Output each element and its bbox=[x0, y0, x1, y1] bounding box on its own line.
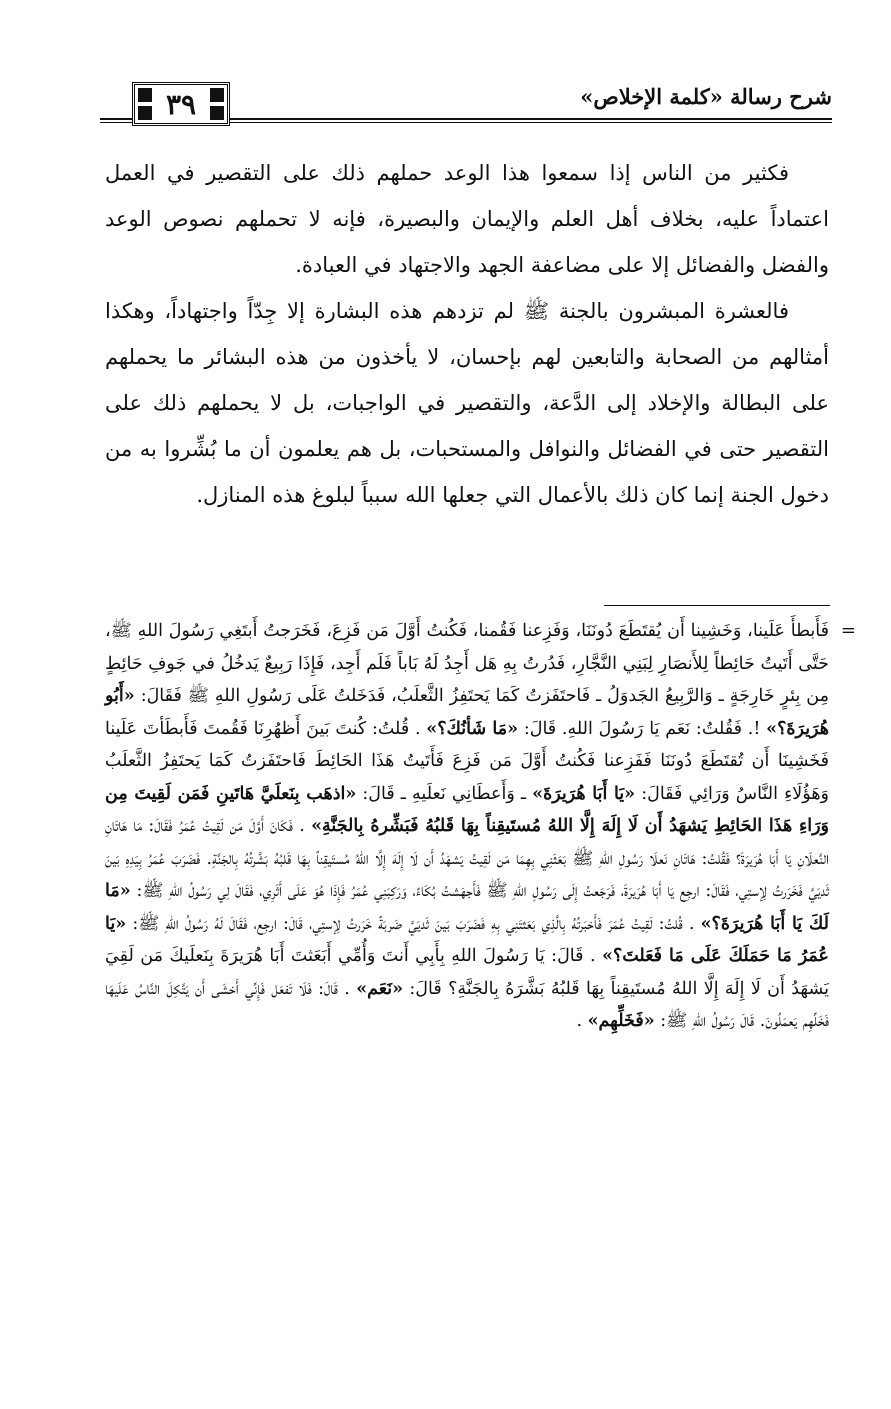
footnote-bold-quote: «يَا أَبَا هُرَيرَةَ» bbox=[532, 783, 636, 804]
header-rule bbox=[100, 122, 132, 123]
footnote-text: فَأَبطأَ عَلَينا، وَخَشِينا أَن يُقتَطَعَ دُونَنَا، وَفَزِعنا فَقُمنا، فَكُنتُ أَوَّلَ مَن فَزِعَ، فَخَرَجتُ أَبتَغِي رَسُولَ اللهِ ﷺ، حَتَّى أَتَيتُ حَائِطاً لِلأَنصَارِ لِبَنِي النَّجَّارِ، فَدُرتُ بِهِ هَل أَجِدُ لَهُ بَاباً فَلَم أَجِد، فَإِذَا رَبِيعٌ يَدخُلُ في جَوفِ حَائِطٍ مِن بِئرٍ خَارِجَةٍ ـ وَالرَّبِيعُ الجَدوَلُ ـ فَاحتَفَزتُ كَمَا يَحتَفِزُ الثَّعلَبُ، فَدَخَلتُ عَلَى رَسُولِ اللهِ ﷺ فَقَالَ: bbox=[105, 621, 829, 706]
frame-ornament bbox=[138, 88, 152, 102]
frame-ornament bbox=[210, 88, 224, 102]
footnote-bold-quote: «مَا شَأنُكَ؟» bbox=[426, 718, 519, 739]
continuation-mark: = bbox=[840, 620, 856, 641]
footnote-text: ـ وَأَعطَانِي نَعلَيهِ ـ قَالَ: bbox=[362, 783, 527, 804]
footnote-text: . قَالَ: يَا رَسُولَ اللهِ بِأَبِي أَنتَ وَأُمِّي أَبَعَثتَ أَبَا هُرَيرَةَ بِنَعلَيكَ مَن لَقِيَ يَشهَدُ أَن لَا إِلَهَ إِلَّا اللهُ مُستَيقِناً بِهَا قَلبُهُ بَشَّرَهُ بِالجَنَّةِ؟ قَالَ: bbox=[105, 946, 829, 999]
paragraph: فالعشرة المبشرون بالجنة ﷺ لم تزدهم هذه البشارة إلا جِدّاً واجتهاداً، وهكذا أمثالهم من الصحابة والتابعين لهم بإحسان، لا يأخذون من هذه البشائر ما يحملهم على البطالة والإخلاد إلى الدَّعة، والتقصير في الواجبات، بل لا يحملهم ذلك على التقصير حتى في الفضائل والنوافل والمستحبات، بل هم يعلمون أن ما بُشِّروا به من دخول الجنة إنما كان ذلك بالأعمال التي جعلها الله سبباً لبلوغ هذه المنازل. bbox=[105, 299, 829, 507]
footnote-bold-quote: «مَا لَكَ يَا أَبَا هُرَيرَةَ؟» bbox=[105, 881, 829, 934]
footnote-bold-quote: «أَبُو هُرَيرَةَ؟» bbox=[105, 686, 829, 739]
running-title: شرح رسالة «كلمة الإخلاص» bbox=[580, 84, 832, 109]
footnote-bold-quote: «فَخَلِّهِم» bbox=[587, 1011, 655, 1031]
footnote-text: . bbox=[576, 1011, 583, 1031]
frame-ornament bbox=[138, 106, 152, 120]
main-text bbox=[105, 150, 829, 518]
footnote-text: . قُلتُ: كُنتَ بَينَ أَظهُرِنَا فَقُمتَ فَأَبطَأتَ عَلَينا فَخَشِينَا أَن تُقتَطَعَ دُونَنَا فَفَزِعنا فَكُنتُ أَوَّلَ مَن فَزِعَ فَأَتَيتُ هَذَا الحَائِطَ فَاحتَفَزتُ كَمَا يَحتَفِزُ الثَّعلَبُ وَهَؤُلَاءِ النَّاسُ وَرَائِي فَقَالَ: bbox=[105, 718, 830, 804]
header-rule bbox=[230, 122, 832, 123]
page-number: ٣٩ bbox=[165, 87, 197, 121]
page-number-frame bbox=[132, 82, 230, 126]
footnote-bold-quote: «نَعَم» bbox=[356, 978, 404, 999]
footnote-text: . فَكَانَ أَوَّلَ مَن لَقِيتُ عُمَرُ فَقَالَ: مَا هَاتَانِ النَّعلَانِ يَا أَبَا هُرَيرَةَ؟ فَقُلتُ: هَاتَانِ نَعلَا رَسُولِ اللهِ ﷺ بَعَثَنِي بِهِمَا مَن لَقِيتُ يَشهَدُ أَن لَا إِلَهَ إِلَّا اللهُ مُستَيقِناً بِهَا قَلبُهُ بَشَّرتُهُ بِالجَنَّةِ. فَضَرَبَ عُمَرُ بِيَدِهِ بَينَ ثَديَيَّ فَخَرَرتُ لِإستِي، فَقَالَ: ارجِع يَا أَبَا هُرَيرَةَ، فَرَجَعتُ إِلَى رَسُولِ اللهِ ﷺ فَأَجهَشتُ بُكَاءً، وَرَكِبَنِي عُمَرُ فَإِذَا هُوَ عَلَى أَثَرِي، فَقَالَ لِي رَسُولُ اللهِ ﷺ: bbox=[105, 816, 829, 901]
frame-ornament bbox=[210, 106, 224, 120]
paragraph: فكثير من الناس إذا سمعوا هذا الوعد حملهم ذلك على التقصير في العمل اعتماداً عليه، بخلاف أهل العلم والإيمان والبصيرة، فإنه لا تحملهم نصوص الوعد والفضل والفضائل إلا على مضاعفة الجهد والاجتهاد في العبادة. bbox=[105, 161, 829, 277]
footnote-bold-quote: «يَا عُمَرُ مَا حَمَلَكَ عَلَى مَا فَعَلتَ؟» bbox=[105, 913, 829, 966]
footnote-text: !. فَقُلتُ: نَعَم يَا رَسُولَ اللهِ. قَالَ: bbox=[523, 718, 761, 739]
footnote-separator bbox=[604, 605, 830, 606]
footnote-text: . قُلتُ: لَقِيتُ عُمَرَ فَأَخبَرتُهُ بِالَّذِي بَعَثتَنِي بِهِ فَضَرَبَ بَينَ ثَديَيَّ ضَربَةً خَرَرتُ لِإستِي، قَالَ: ارجِع، فَقَالَ لَهُ رَسُولُ اللهِ ﷺ: bbox=[132, 913, 695, 934]
footnote-text: . قَالَ: فَلَا تَفعَل فَإِنِّي أَخشَى أَن يَتَّكِلَ النَّاسُ عَلَيهَا فَخَلِّهِم يَعمَلُونَ. قَالَ رَسُولُ اللهِ ﷺ: bbox=[105, 978, 829, 1031]
header-rule bbox=[100, 118, 132, 120]
footnote-paragraph bbox=[105, 615, 856, 1038]
header-rule bbox=[230, 118, 832, 120]
page-header bbox=[100, 78, 832, 134]
footnotes bbox=[105, 615, 856, 1038]
footnote-bold-quote: «اذهَب بِنَعلَيَّ هَاتَينِ فَمَن لَقِيتَ مِن وَرَاءِ هَذَا الحَائِطِ يَشهَدُ أَن لَا إِلَهَ إِلَّا اللهُ مُستَيقِناً بِهَا قَلبُهُ فَبَشِّرهُ بِالجَنَّةِ» bbox=[105, 783, 829, 836]
